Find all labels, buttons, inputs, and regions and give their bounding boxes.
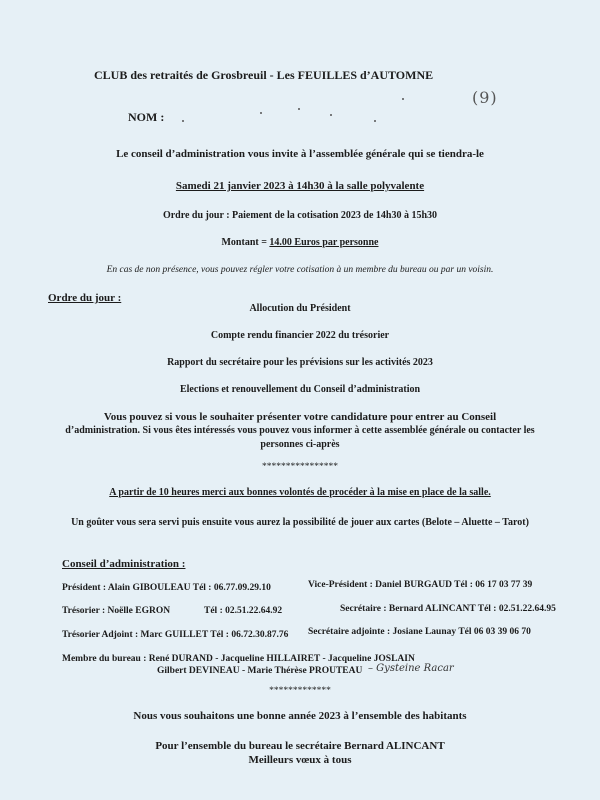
scan-speck xyxy=(402,98,404,100)
signature-line: Pour l’ensemble du bureau le secrétaire Bernard ALINCANT xyxy=(155,740,445,752)
separator: **************** xyxy=(262,462,338,472)
scan-speck xyxy=(182,120,184,122)
board-member-left-tel: Tél : 02.51.22.64.92 xyxy=(204,606,283,616)
amount-line xyxy=(0,237,600,248)
candidacy-text: d’administration. Si vous êtes intéressés vous pouvez vous informer à cette assemblée générale ou contacter les xyxy=(65,425,535,436)
board-member-left: Trésorier Adjoint : Marc GUILLET Tél : 06.72.30.87.76 xyxy=(62,630,289,640)
document-title: CLUB des retraités de Grosbreuil - Les FEUILLES d’AUTOMNE xyxy=(94,68,434,82)
handwritten-addition: – Gysteine Racar xyxy=(368,663,454,674)
candidacy-text: Vous pouvez si vous le souhaiter présenter votre candidature pour entrer au Conseil xyxy=(103,411,497,423)
board-member-left: Trésorier : Noëlle EGRON xyxy=(62,606,171,616)
scan-speck xyxy=(260,112,262,114)
name-label: NOM : xyxy=(128,110,165,124)
payment-order-line: Ordre du jour : Paiement de la cotisation 2023 de 14h30 à 15h30 xyxy=(162,210,438,221)
agenda-item: Allocution du Président xyxy=(249,303,351,314)
agenda-item: Elections et renouvellement du Conseil d’administration xyxy=(179,384,421,395)
board-members-line: Gilbert DEVINEAU - Marie Thérèse PROUTEAU xyxy=(157,666,363,676)
board-members-line: Membre du bureau : René DURAND - Jacqueline HILLAIRET - Jacqueline JOSLAIN xyxy=(62,654,415,664)
agenda-item: Rapport du secrétaire pour les prévisions sur les activités 2023 xyxy=(167,357,433,368)
board-member-left: Président : Alain GIBOULEAU Tél : 06.77.09.29.10 xyxy=(62,583,271,593)
board-member-right: Vice-Président : Daniel BURGAUD Tél : 06 17 03 77 39 xyxy=(308,580,533,590)
separator: ************* xyxy=(269,686,331,696)
candidacy-text: personnes ci-après xyxy=(260,439,340,450)
amount-label: Montant = xyxy=(221,237,267,248)
amount-value: 14.00 Euros par personne xyxy=(269,237,379,248)
scan-speck xyxy=(330,114,332,116)
absence-note: En cas de non présence, vous pouvez régler votre cotisation à un membre du bureau ou par un voisin. xyxy=(106,265,494,275)
handwritten-corner-note: (9) xyxy=(472,88,498,107)
agenda-heading: Ordre du jour : xyxy=(48,292,122,304)
new-year-wishes: Nous vous souhaitons une bonne année 2023 à l’ensemble des habitants xyxy=(133,710,467,722)
snack-notice: Un goûter vous sera servi puis ensuite vous aurez la possibilité de jouer aux cartes (Belote – Aluette – Tarot) xyxy=(71,517,529,528)
board-member-right: Secrétaire adjointe : Josiane Launay Tél 06 03 39 06 70 xyxy=(308,627,531,637)
meeting-date-place: Samedi 21 janvier 2023 à 14h30 à la salle polyvalente xyxy=(175,180,425,192)
setup-notice: A partir de 10 heures merci aux bonnes volontés de procéder à la mise en place de la salle. xyxy=(109,487,491,498)
scan-speck xyxy=(374,120,376,122)
scan-speck xyxy=(298,108,300,110)
board-member-right: Secrétaire : Bernard ALINCANT Tél : 02.51.22.64.95 xyxy=(340,604,556,614)
agenda-item: Compte rendu financier 2022 du trésorier xyxy=(210,330,390,341)
board-heading: Conseil d’administration : xyxy=(62,558,186,570)
invitation-intro: Le conseil d’administration vous invite à l’assemblée générale qui se tiendra-le xyxy=(116,148,484,160)
closing-greeting: Meilleurs vœux à tous xyxy=(248,754,352,766)
